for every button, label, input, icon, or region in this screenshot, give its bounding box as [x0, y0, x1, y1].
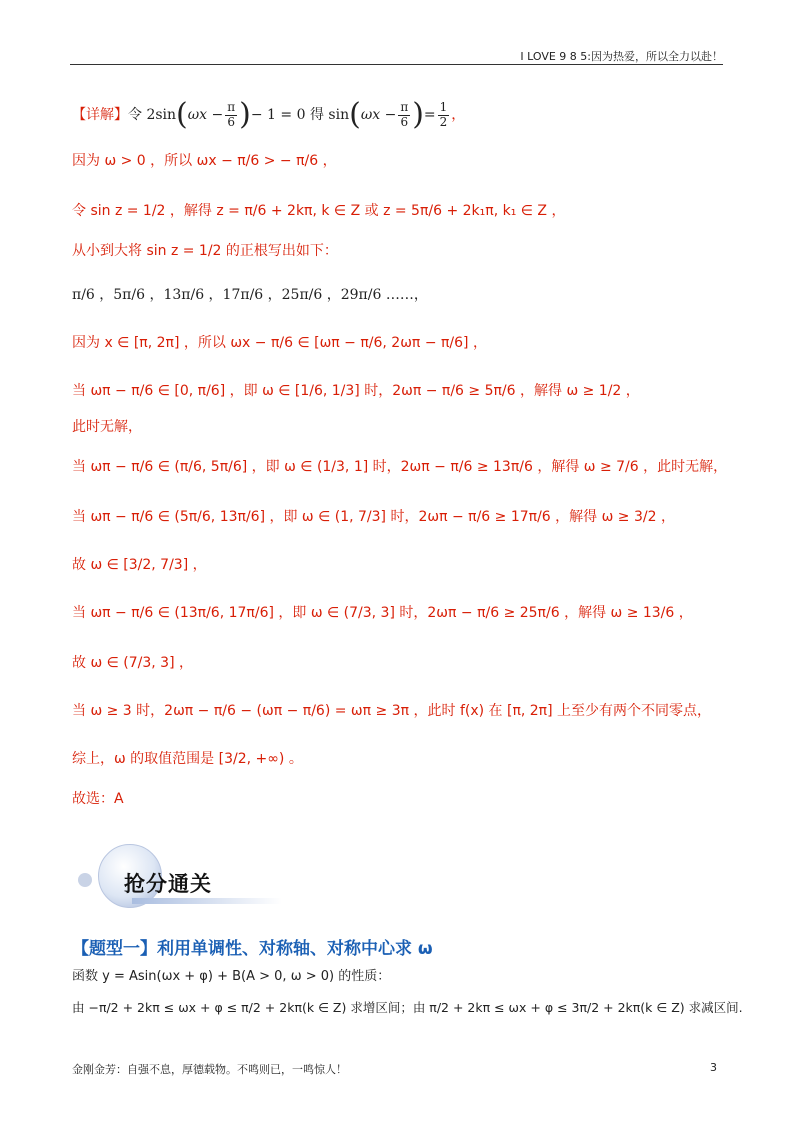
detail-line-11: 故 ω ∈ [3/2, 7/3] ，	[72, 557, 207, 573]
paren-open-2: (	[349, 97, 361, 132]
frac-1-2	[438, 101, 450, 128]
detail-line-13: 故 ω ∈ (7/3, 3] ，	[72, 655, 193, 671]
detail-line-3: 令 sin z = 1/2 ，解得 z = π/6 + 2kπ, k ∈ Z 或 z = 5π/6 + 2k₁π, k₁ ∈ Z ，	[72, 203, 566, 219]
section-banner	[72, 842, 372, 912]
frac-pi-6-b	[398, 101, 410, 128]
banner-dot	[78, 873, 92, 887]
l1b: ωx −	[187, 107, 224, 123]
section-paragraph-1: 函数 y = Asin(ωx + φ) + B(A > 0, ω > 0) 的性质：	[72, 969, 391, 984]
frac-num: π	[227, 100, 236, 115]
frac-den: 6	[400, 114, 409, 129]
banner-bar	[132, 898, 282, 904]
frac-den: 6	[227, 114, 236, 129]
l1e: =	[423, 107, 436, 123]
section-paragraph-2: 由 −π/2 + 2kπ ≤ ωx + φ ≤ π/2 + 2kπ(k ∈ Z) 求增区间；由 π/2 + 2kπ ≤ ωx + φ ≤ 3π/2 + 2kπ(k ∈ Z) 求减区间.	[72, 1000, 743, 1015]
detail-line-16: 故选：A	[72, 791, 124, 807]
section-title: 【题型一】利用单调性、对称轴、对称中心求 ω	[72, 939, 433, 959]
paren-open: (	[176, 97, 188, 132]
page-header: I LOVE 9 8 5:因为热爱，所以全力以赴！	[520, 50, 723, 63]
paren-close: )	[239, 97, 251, 132]
detail-line-5: π/6 ，5π/6 ，13π/6 ，17π/6 ，25π/6 ，29π/6 ……，	[72, 287, 428, 303]
frac-pi-6-a	[225, 101, 237, 128]
detail-line-15: 综上，ω 的取值范围是 [3/2, +∞) 。	[72, 751, 303, 767]
l1d: ωx −	[360, 107, 397, 123]
banner-title: 抢分通关	[124, 872, 212, 896]
l1a: 令 2sin	[128, 107, 177, 123]
detail-line-14: 当 ω ≥ 3 时，2ωπ − π/6 − (ωπ − π/6) = ωπ ≥ 3π ，此时 f(x) 在 [π, 2π] 上至少有两个不同零点，	[72, 703, 712, 719]
detail-label: 【详解】	[72, 107, 128, 123]
paren-close-2: )	[412, 97, 424, 132]
frac-den: 2	[439, 114, 448, 129]
header-rule	[70, 64, 723, 65]
detail-line-4: 从小到大将 sin z = 1/2 的正根写出如下：	[72, 243, 338, 259]
detail-line-2: 因为 ω > 0 ，所以 ωx − π/6 > − π/6 ，	[72, 153, 337, 169]
footer-motto: 金刚金芳：自强不息，厚德载物。不鸣则已，一鸣惊人！	[72, 1063, 347, 1076]
detail-line-1	[72, 97, 466, 132]
detail-line-10: 当 ωπ − π/6 ∈ (5π/6, 13π/6] ，即 ω ∈ (1, 7/3] 时，2ωπ − π/6 ≥ 17π/6 ，解得 ω ≥ 3/2 ，	[72, 509, 675, 525]
frac-num: 1	[439, 100, 448, 115]
detail-line-6: 因为 x ∈ [π, 2π] ，所以 ωx − π/6 ∈ [ωπ − π/6, 2ωπ − π/6] ，	[72, 335, 487, 351]
page-number: 3	[710, 1061, 717, 1074]
frac-num: π	[400, 100, 409, 115]
l1f: ，	[451, 107, 466, 123]
detail-line-12: 当 ωπ − π/6 ∈ (13π/6, 17π/6] ，即 ω ∈ (7/3, 3] 时，2ωπ − π/6 ≥ 25π/6 ，解得 ω ≥ 13/6 ，	[72, 605, 693, 621]
detail-line-9: 当 ωπ − π/6 ∈ (π/6, 5π/6] ，即 ω ∈ (1/3, 1] 时，2ωπ − π/6 ≥ 13π/6 ，解得 ω ≥ 7/6 ，此时无解，	[72, 459, 728, 475]
detail-line-7: 当 ωπ − π/6 ∈ [0, π/6] ，即 ω ∈ [1/6, 1/3] 时，2ωπ − π/6 ≥ 5π/6 ，解得 ω ≥ 1/2 ，	[72, 383, 640, 399]
detail-line-8: 此时无解，	[72, 419, 142, 435]
l1c: − 1 = 0 得 sin	[250, 107, 350, 123]
